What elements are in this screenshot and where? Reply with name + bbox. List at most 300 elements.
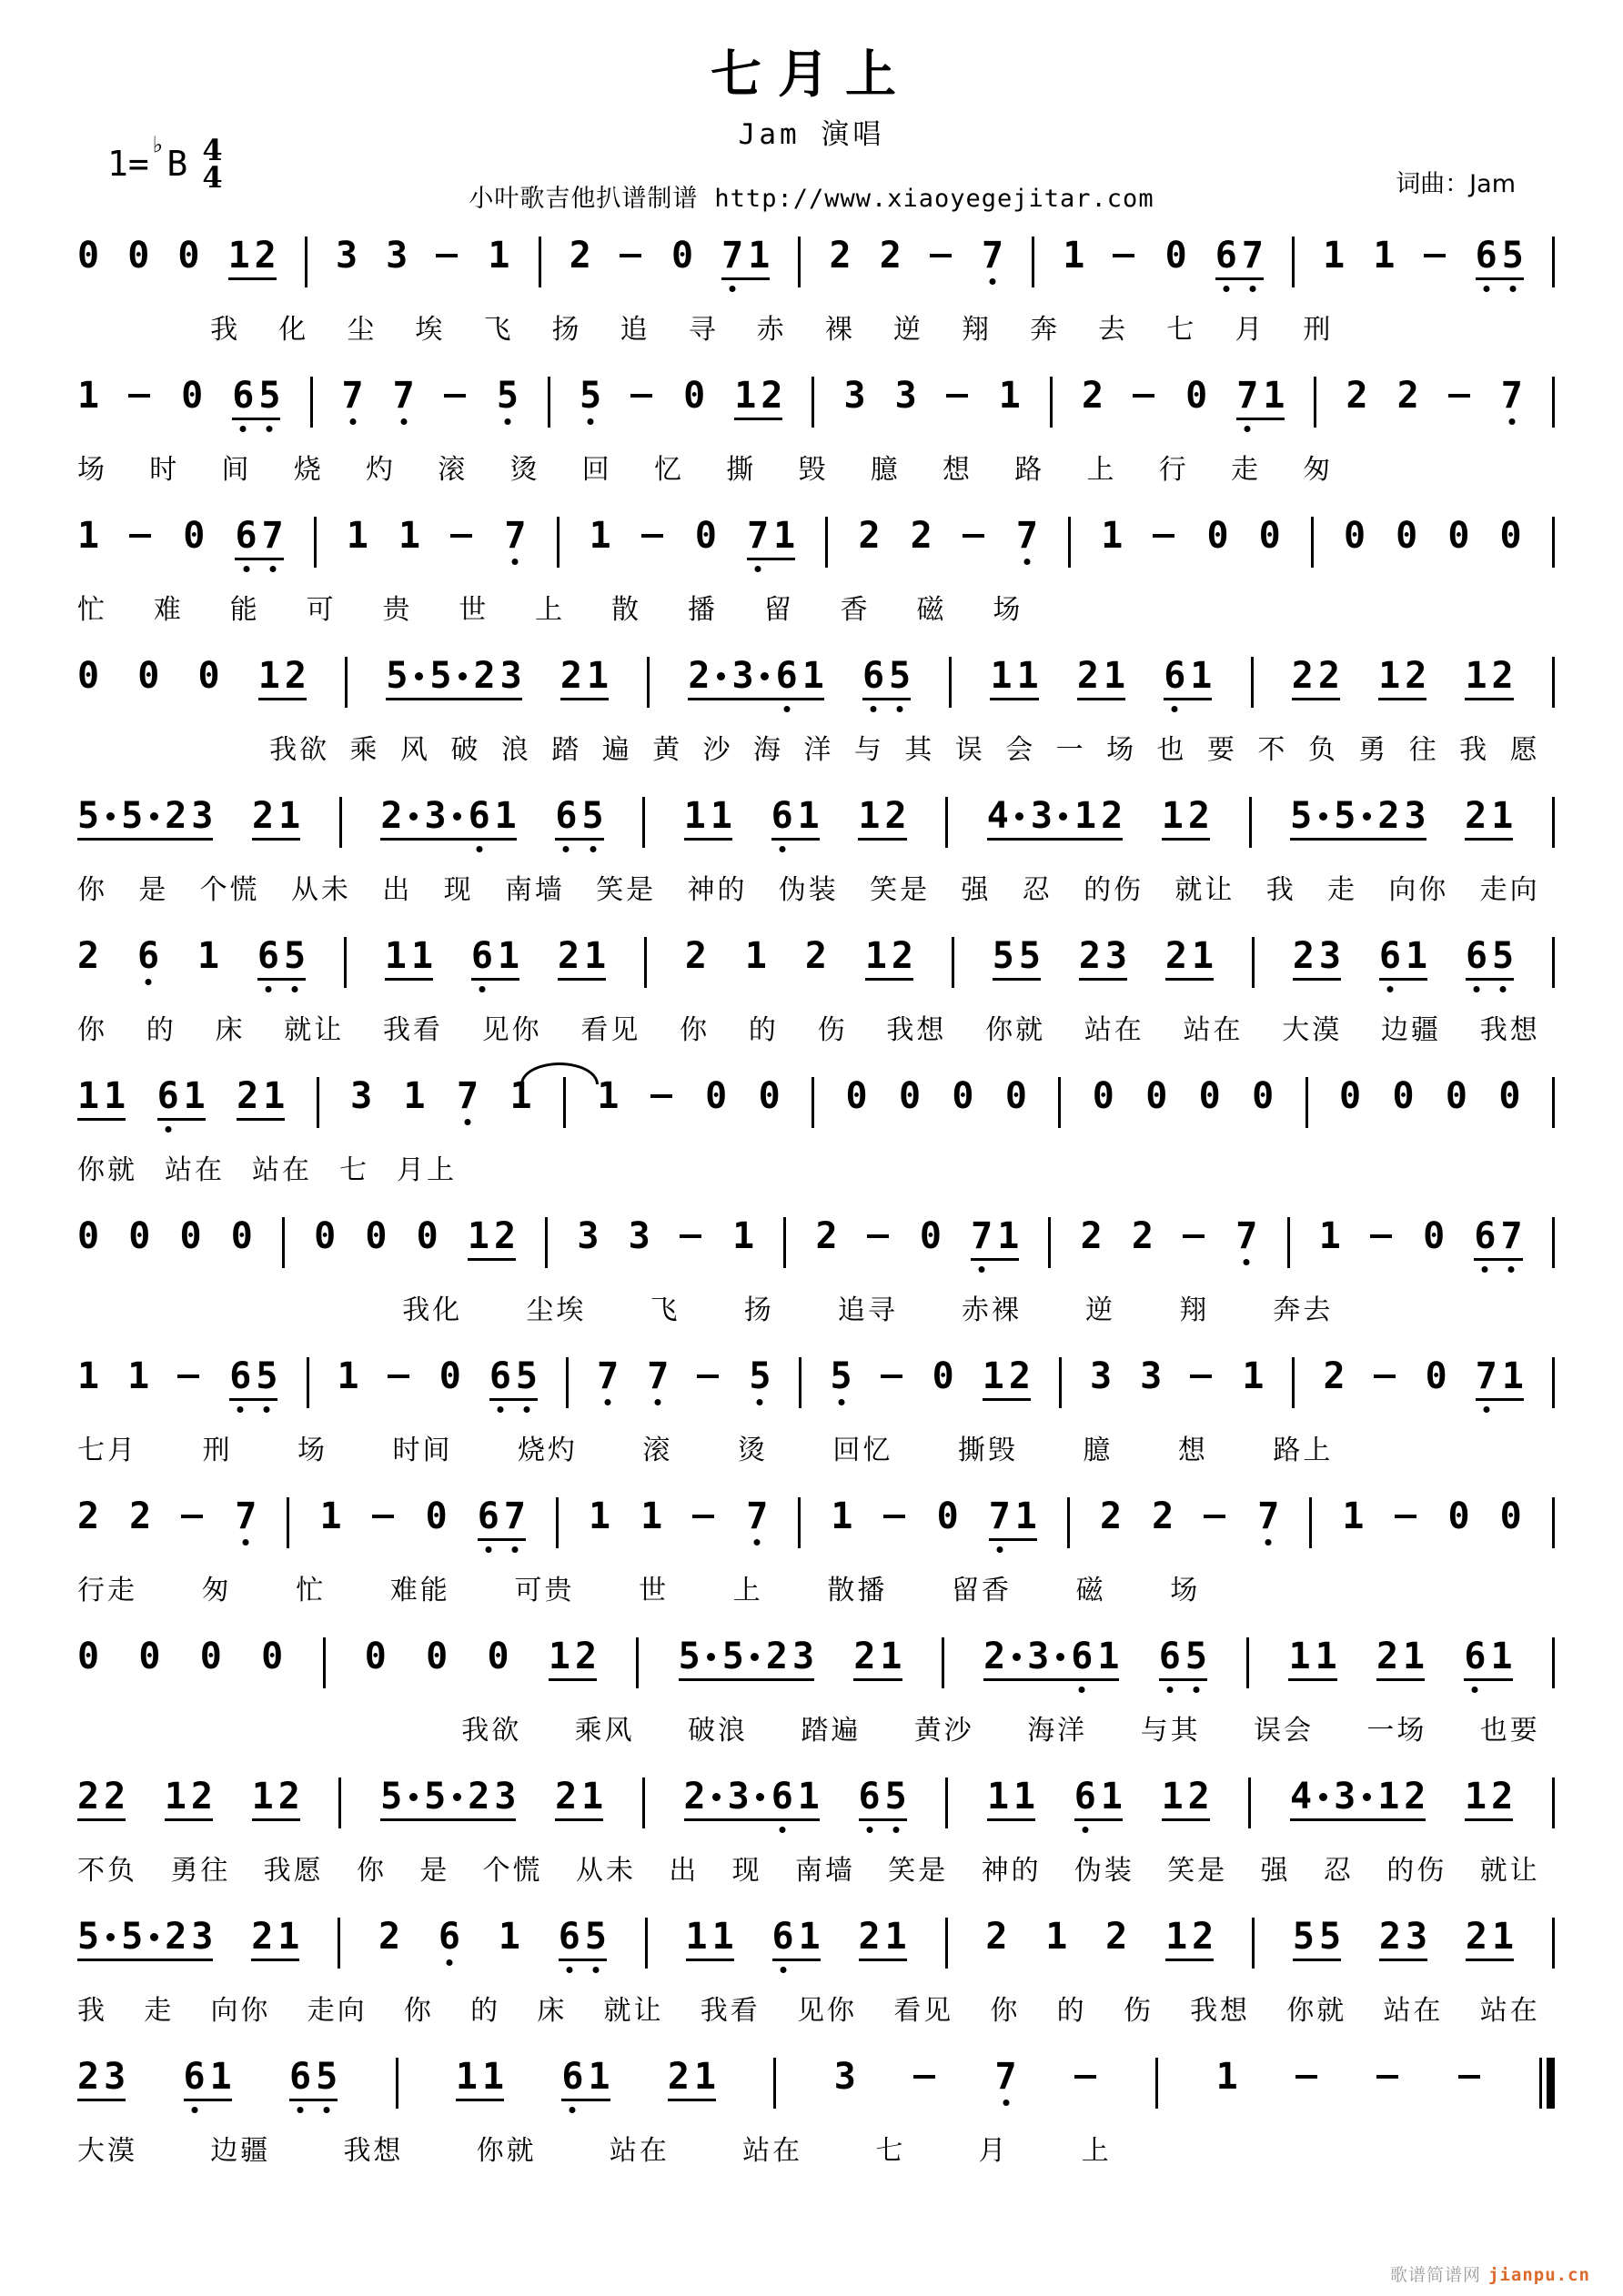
note-group <box>129 1495 152 1537</box>
note-digit: 1 <box>127 1355 150 1397</box>
note-group <box>971 1215 1020 1261</box>
note-digit: 5 <box>581 795 604 837</box>
note-digit: 1 <box>685 1916 708 1958</box>
note-group <box>77 235 100 277</box>
note-digit: 6 <box>1474 1215 1497 1257</box>
note-digit: 2 <box>237 1075 259 1117</box>
note-digit: 6 <box>1465 935 1488 977</box>
lyric-syllable: 你 <box>77 1014 107 1046</box>
note-group <box>403 1075 426 1117</box>
note-group <box>1292 1916 1342 1961</box>
duration-dash <box>436 238 459 273</box>
note-digit: 2 <box>1008 1355 1031 1397</box>
barline <box>945 1918 948 1969</box>
note-group <box>985 1916 1008 1958</box>
note-digit: 1 <box>748 235 771 277</box>
note-digit: 2 <box>1491 1776 1514 1818</box>
lyric-syllable: 行走 <box>77 1575 137 1606</box>
note-digit: 4 <box>1290 1776 1313 1818</box>
note-group <box>1396 515 1418 557</box>
note-digit: 3 <box>1334 1776 1356 1818</box>
lyric-syllable: 我看 <box>382 1014 443 1046</box>
lyric-syllable: 伪装 <box>778 874 839 906</box>
note-group <box>1145 1075 1168 1117</box>
note-digit: 3 <box>791 1636 815 1677</box>
note-digit: 1 <box>1465 655 1487 697</box>
note-digit: 3 <box>833 2056 856 2098</box>
dotted-note-dot <box>407 799 419 833</box>
lyric-syllable: 月 <box>978 2135 1009 2167</box>
rest-note: 0 <box>1206 515 1229 557</box>
lyric-syllable: 你 <box>403 1995 434 2027</box>
note-digit: 1 <box>694 2056 717 2098</box>
note-digit: 7 <box>721 235 744 277</box>
note-group <box>1323 235 1346 277</box>
lyric-syllable: 行 <box>1158 454 1189 486</box>
note-digit: 1 <box>337 1355 359 1397</box>
note-group <box>705 1075 728 1117</box>
lyrics-row <box>77 1147 1555 1187</box>
note-digit: 2 <box>1292 935 1315 977</box>
barline <box>287 1497 289 1548</box>
lyric-syllable: 的 <box>1056 1995 1087 2027</box>
lyric-syllable: 我化 <box>402 1294 463 1326</box>
lyric-syllable: 踏 <box>551 734 582 766</box>
lyric-syllable: 七月 <box>77 1435 137 1466</box>
duration-dash <box>181 1499 205 1534</box>
final-barline-thick <box>1547 2058 1555 2109</box>
lyric-syllable: 也 <box>1156 734 1187 766</box>
note-digit: 6 <box>771 1776 793 1818</box>
note-digit: 1 <box>346 515 368 557</box>
lyric-syllable: 去 <box>1098 314 1129 346</box>
lyric-syllable: 香 <box>840 594 871 626</box>
lyric-syllable: 伤 <box>817 1014 848 1046</box>
note-digit: 1 <box>982 1355 1004 1397</box>
note-digit: 5 <box>316 2056 338 2098</box>
note-digit: 2 <box>468 1776 490 1818</box>
barline <box>307 1357 309 1408</box>
lyric-syllable: 我愿 <box>263 1855 324 1887</box>
rest-note: 0 <box>1343 515 1366 557</box>
note-digit: 1 <box>997 1215 1020 1257</box>
note-group <box>1292 935 1341 981</box>
note-digit: 1 <box>1100 1776 1123 1818</box>
lyric-syllable: 勇 <box>1358 734 1389 766</box>
note-group <box>1343 515 1366 557</box>
note-digit: 3 <box>628 1215 650 1257</box>
rest-note: 0 <box>137 655 160 697</box>
note-group <box>579 375 602 417</box>
note-digit: 1 <box>77 1355 100 1397</box>
lyric-syllable: 尘 <box>347 314 378 346</box>
note-group <box>833 2056 856 2098</box>
note-digit: 1 <box>1342 1495 1365 1537</box>
key-label: 1= <box>107 144 149 185</box>
lyric-syllable: 磁 <box>916 594 947 626</box>
note-digit: 1 <box>710 795 732 837</box>
lyric-syllable: 播 <box>687 594 718 626</box>
duration-dash <box>630 378 654 413</box>
note-digit: 2 <box>853 1636 876 1677</box>
note-group <box>843 375 866 417</box>
lyric-syllable: 匆 <box>201 1575 232 1606</box>
note-group <box>858 1916 907 1961</box>
lyric-syllable: 我想 <box>1479 1014 1540 1046</box>
lyric-syllable: 想 <box>943 454 973 486</box>
final-barline <box>1539 2058 1555 2109</box>
lyric-syllable: 站在 <box>742 2135 803 2167</box>
note-group <box>1090 1355 1113 1397</box>
dotted-note-dot <box>1010 1639 1023 1674</box>
note-group <box>261 1636 284 1677</box>
lyric-syllable: 沙 <box>702 734 733 766</box>
note-digit: 1 <box>263 1075 286 1117</box>
note-digit: 2 <box>165 795 187 837</box>
note-group <box>235 515 284 560</box>
note-digit: 6 <box>183 2056 206 2098</box>
lyric-syllable: 七 <box>339 1154 369 1186</box>
note-digit: 1 <box>77 1075 100 1117</box>
score-line <box>77 935 1555 1079</box>
barline <box>563 1077 566 1128</box>
note-group <box>864 935 913 981</box>
note-digit: 6 <box>470 935 493 977</box>
note-group <box>251 795 301 841</box>
note-group <box>1376 1636 1426 1681</box>
note-digit: 1 <box>104 1075 126 1117</box>
duration-dash <box>372 1499 396 1534</box>
lyrics-row <box>77 447 1555 487</box>
lyric-syllable: 与 <box>853 734 884 766</box>
lyric-syllable: 时间 <box>392 1435 453 1466</box>
note-digit: 2 <box>1187 1776 1210 1818</box>
lyric-syllable: 会 <box>1005 734 1036 766</box>
note-digit: 1 <box>1288 1636 1311 1677</box>
note-group <box>127 1355 150 1397</box>
lyric-syllable: 大漠 <box>77 2135 137 2167</box>
duration-dash <box>1190 1359 1214 1394</box>
lyric-syllable: 破 <box>450 734 481 766</box>
note-group <box>597 1075 620 1117</box>
lyric-syllable: 就让 <box>1479 1855 1540 1887</box>
lyric-syllable: 的 <box>748 1014 779 1046</box>
duration-dash <box>930 238 953 273</box>
note-digit: 6 <box>1215 235 1237 277</box>
note-digit: 1 <box>1377 1776 1400 1818</box>
barline <box>949 657 952 708</box>
lyric-syllable: 海 <box>753 734 784 766</box>
lyric-syllable: 见你 <box>796 1995 857 2027</box>
note-digit: 7 <box>971 1215 993 1257</box>
note-digit: 1 <box>1405 935 1428 977</box>
lyrics-row <box>77 307 1555 347</box>
lyric-syllable: 与其 <box>1140 1715 1201 1747</box>
lyric-syllable: 忙 <box>77 594 107 626</box>
note-group <box>1236 375 1285 420</box>
duration-dash <box>1395 1499 1418 1534</box>
note-digit: 2 <box>684 935 707 977</box>
lyric-syllable: 你就 <box>1286 1995 1347 2027</box>
note-group <box>237 1075 286 1121</box>
note-group <box>1500 375 1523 417</box>
lyrics-row <box>77 1988 1555 2028</box>
note-digit: 1 <box>986 1776 1010 1818</box>
dotted-note-dot <box>705 1639 718 1674</box>
lyric-syllable: 翔 <box>1179 1294 1210 1326</box>
score <box>77 235 1555 2200</box>
dotted-note-dot <box>715 659 728 693</box>
duration-dash <box>1448 378 1472 413</box>
lyric-syllable: 床 <box>537 1995 568 2027</box>
barline <box>539 237 541 287</box>
note-group <box>230 1215 253 1257</box>
note-group <box>1099 1495 1123 1537</box>
note-group <box>392 375 415 417</box>
note-digit: 2 <box>1465 795 1487 837</box>
note-digit: 6 <box>858 1776 881 1818</box>
lyric-syllable: 浪 <box>500 734 531 766</box>
note-digit: 6 <box>862 655 885 697</box>
rest-note: 0 <box>261 1636 284 1677</box>
note-digit: 7 <box>341 375 364 417</box>
lyrics-row <box>77 1427 1555 1467</box>
note-digit: 1 <box>711 1916 734 1958</box>
lyric-syllable: 烫 <box>737 1435 768 1466</box>
note-digit: 1 <box>257 655 280 697</box>
note-group <box>1215 235 1264 280</box>
note-digit: 3 <box>499 655 522 697</box>
notes-row <box>77 2056 1555 2120</box>
note-group <box>504 515 527 557</box>
lyric-syllable: 撕 <box>726 454 757 486</box>
note-digit: 6 <box>468 795 490 837</box>
lyric-syllable: 笑是 <box>596 874 657 906</box>
note-group <box>1346 375 1368 417</box>
lyric-syllable: 大漠 <box>1282 1014 1343 1046</box>
lyric-syllable: 滚 <box>642 1435 673 1466</box>
barline <box>1552 797 1555 848</box>
lyric-syllable: 刑 <box>1303 314 1334 346</box>
note-digit: 2 <box>1404 1776 1426 1818</box>
note-digit: 6 <box>257 935 279 977</box>
note-digit: 3 <box>843 375 866 417</box>
lyric-syllable: 海洋 <box>1027 1715 1088 1747</box>
score-line <box>77 795 1555 939</box>
note-digit: 1 <box>398 515 421 557</box>
duration-dash <box>963 519 986 553</box>
note-digit: 2 <box>1164 935 1187 977</box>
note-group <box>815 1215 838 1257</box>
lyric-syllable: 走 <box>144 1995 175 2027</box>
notes-row <box>77 1776 1555 1839</box>
note-digit: 1 <box>1490 1636 1513 1677</box>
note-group <box>77 935 100 977</box>
note-group <box>1464 1636 1513 1681</box>
note-digit: 2 <box>251 1916 274 1958</box>
note-digit: 1 <box>797 1776 820 1818</box>
note-group <box>1445 1075 1467 1117</box>
note-group <box>1105 1916 1128 1958</box>
note-digit: 6 <box>136 935 160 977</box>
note-group <box>555 1776 604 1821</box>
lyric-syllable: 站在 <box>165 1154 225 1186</box>
lyric-syllable: 强 <box>961 874 992 906</box>
rest-note: 0 <box>364 1636 387 1677</box>
lyric-syllable: 伤 <box>1123 1995 1154 2027</box>
note-digit: 2 <box>985 1916 1008 1958</box>
note-group <box>378 1916 401 1958</box>
lyric-syllable: 从未 <box>290 874 351 906</box>
note-digit: 4 <box>986 795 1009 837</box>
barline <box>1552 1077 1555 1128</box>
note-digit: 3 <box>1030 795 1053 837</box>
note-group <box>384 935 434 981</box>
note-group <box>894 375 917 417</box>
duration-dash <box>388 1359 411 1394</box>
score-line <box>77 1355 1555 1499</box>
note-group <box>138 1636 161 1677</box>
lyric-syllable: 烧灼 <box>517 1435 578 1466</box>
lyric-syllable: 的 <box>146 1014 176 1046</box>
dotted-note-dot <box>759 659 771 693</box>
lyric-syllable: 我想 <box>343 2135 404 2167</box>
rest-note: 0 <box>683 375 706 417</box>
rest-note: 0 <box>128 1215 151 1257</box>
note-group <box>998 375 1021 417</box>
note-digit: 1 <box>227 235 250 277</box>
note-group <box>683 1776 820 1821</box>
note-digit: 2 <box>858 1916 881 1958</box>
note-digit: 2 <box>380 795 403 837</box>
note-group <box>470 935 520 981</box>
score-line <box>77 235 1555 378</box>
lyric-syllable: 洋 <box>803 734 834 766</box>
note-group <box>127 235 150 277</box>
duration-dash <box>1183 1219 1206 1254</box>
barline <box>545 1217 548 1268</box>
note-group <box>77 2056 126 2101</box>
lyric-syllable: 刑 <box>202 1435 233 1466</box>
lyric-syllable: 的伤 <box>1386 1855 1447 1887</box>
lyric-syllable: 灼 <box>366 454 396 486</box>
note-digit: 2 <box>559 655 582 697</box>
barline <box>1552 1357 1555 1408</box>
dotted-note-dot <box>450 1779 463 1814</box>
note-digit: 2 <box>251 795 275 837</box>
note-group <box>845 1075 868 1117</box>
note-digit: 6 <box>555 795 578 837</box>
artist-line: Jam 演唱 <box>738 118 885 151</box>
transcriber-url: http://www.xiaoyegejitar.com <box>714 185 1154 213</box>
note-group <box>1242 1355 1265 1397</box>
note-group <box>1465 655 1514 700</box>
note-group <box>597 1355 620 1397</box>
lyric-syllable: 留香 <box>952 1575 1012 1606</box>
lyric-syllable: 想 <box>1177 1435 1208 1466</box>
note-group <box>1423 1215 1446 1257</box>
lyric-syllable: 边疆 <box>1381 1014 1442 1046</box>
lyric-syllable: 现 <box>443 874 474 906</box>
note-digit: 1 <box>1190 655 1213 697</box>
note-digit: 2 <box>1465 1916 1487 1958</box>
note-digit: 1 <box>77 515 100 557</box>
note-group <box>455 2056 505 2101</box>
lyric-syllable: 路上 <box>1273 1435 1334 1466</box>
note-digit: 6 <box>229 1355 252 1397</box>
note-digit: 3 <box>104 2056 126 2098</box>
note-group <box>77 1495 100 1537</box>
lyric-syllable: 散播 <box>827 1575 888 1606</box>
note-digit: 6 <box>477 1495 499 1537</box>
barline <box>1249 797 1252 848</box>
lyric-syllable: 追 <box>620 314 650 346</box>
note-digit: 6 <box>489 1355 511 1397</box>
note-group <box>199 1636 222 1677</box>
note-group <box>1392 1075 1415 1117</box>
barline <box>799 1357 801 1408</box>
barline <box>556 1497 559 1548</box>
lyric-syllable: 烫 <box>509 454 540 486</box>
note-group <box>734 375 783 420</box>
note-digit: 1 <box>589 515 611 557</box>
note-digit: 5 <box>992 935 1014 977</box>
note-group <box>439 1355 461 1397</box>
rest-note: 0 <box>183 515 206 557</box>
note-digit: 1 <box>1242 1355 1265 1397</box>
barline <box>305 237 307 287</box>
barline <box>548 377 550 428</box>
barline <box>812 1077 814 1128</box>
note-group <box>678 1636 815 1681</box>
note-digit: 1 <box>1215 2056 1238 2098</box>
barline <box>636 1637 639 1688</box>
score-line <box>77 2056 1555 2200</box>
note-group <box>1498 1075 1521 1117</box>
rest-note: 0 <box>199 1636 222 1677</box>
lyric-syllable: 忍 <box>1022 874 1053 906</box>
note-digit: 6 <box>235 515 257 557</box>
note-digit: 1 <box>588 2056 610 2098</box>
barline <box>1048 1217 1051 1268</box>
lyric-syllable: 赤 <box>756 314 787 346</box>
note-digit: 5 <box>77 1916 100 1958</box>
note-group <box>1474 1215 1523 1261</box>
lyric-syllable: 臆 <box>1083 1435 1114 1466</box>
note-digit: 2 <box>804 935 827 977</box>
note-group <box>77 795 214 841</box>
barline <box>396 2058 398 2109</box>
note-digit: 2 <box>1187 795 1210 837</box>
rest-note: 0 <box>1145 1075 1168 1117</box>
note-group <box>1373 235 1396 277</box>
note-group <box>640 1495 663 1537</box>
note-group <box>1198 1075 1221 1117</box>
note-digit: 6 <box>289 2056 312 2098</box>
dotted-note-dot <box>147 799 160 833</box>
barline <box>798 237 801 287</box>
note-group <box>489 1355 538 1401</box>
note-group <box>1101 515 1124 557</box>
lyric-syllable: 上 <box>732 1575 763 1606</box>
duration-dash <box>128 378 152 413</box>
note-group <box>747 515 796 560</box>
note-digit: 7 <box>504 515 527 557</box>
note-group <box>936 1495 959 1537</box>
duration-dash <box>177 1359 201 1394</box>
duration-dash <box>881 1359 904 1394</box>
lyric-syllable: 看见 <box>893 1995 954 2027</box>
